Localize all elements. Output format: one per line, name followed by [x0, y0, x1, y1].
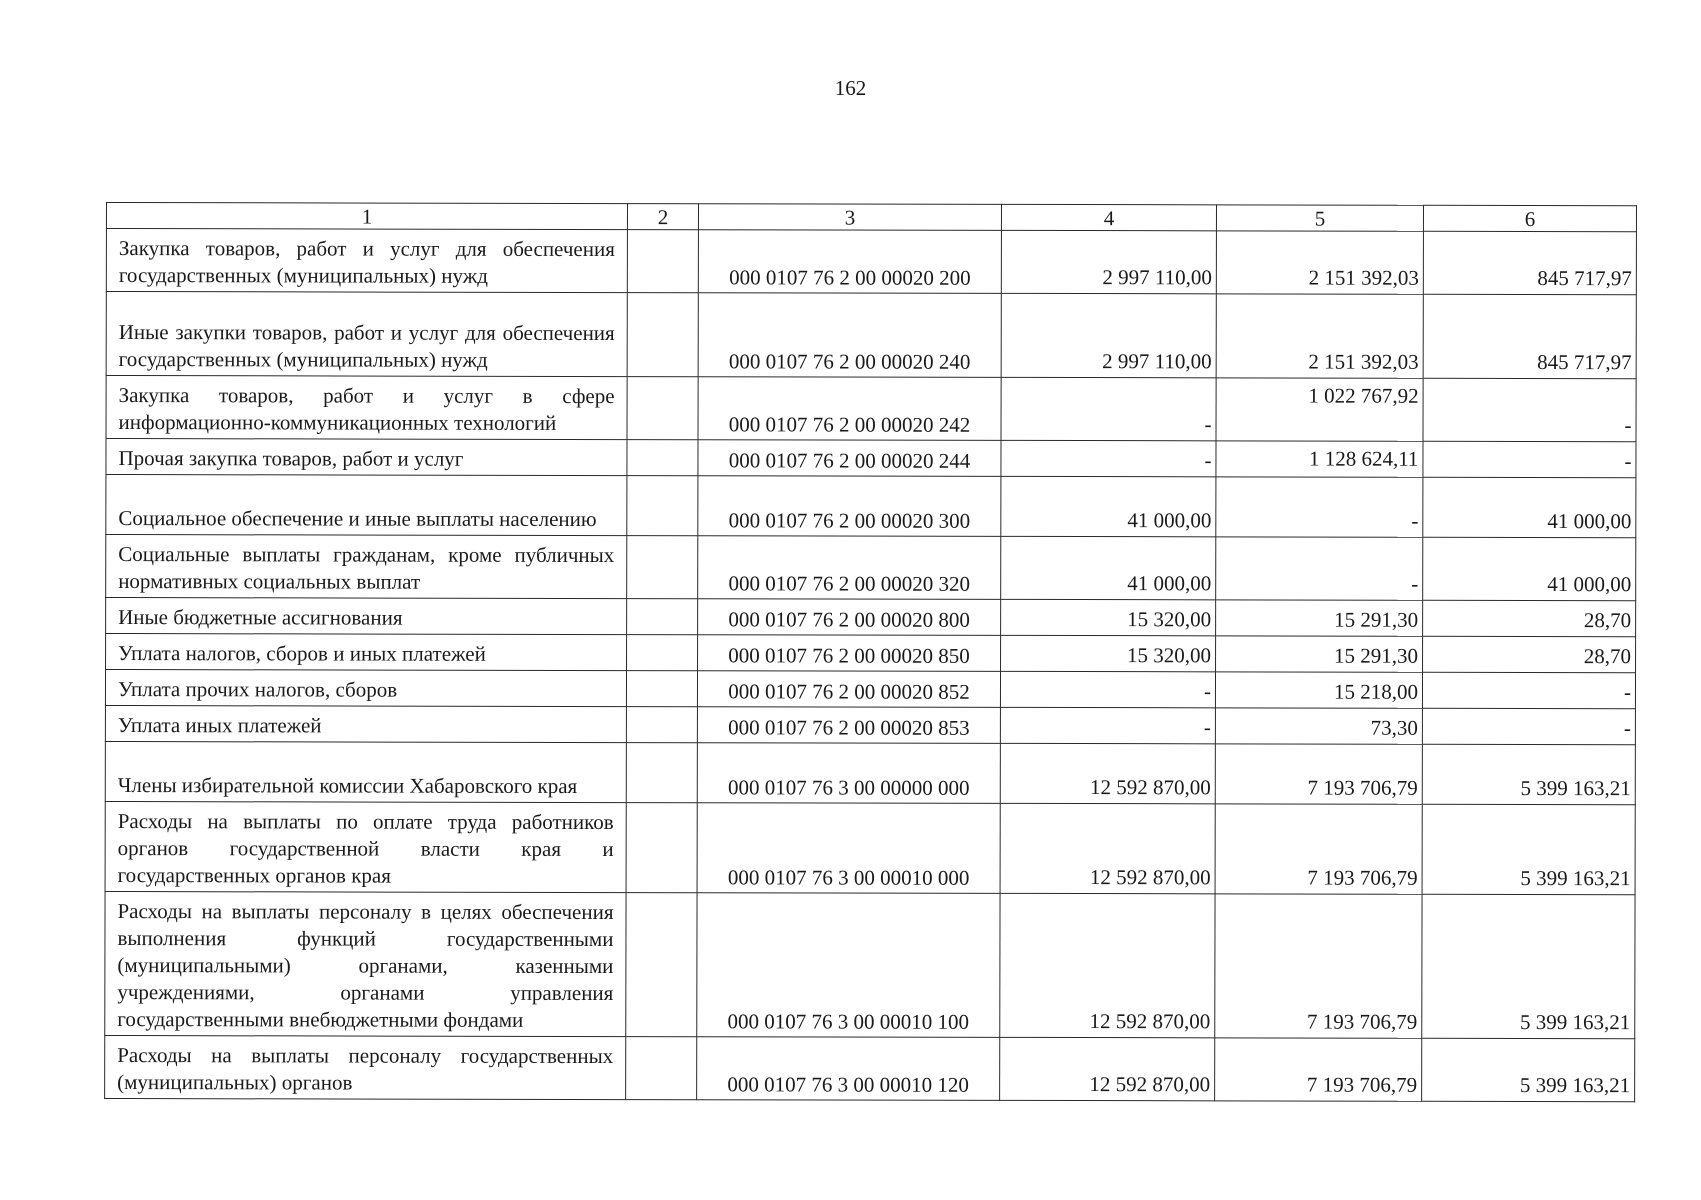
row-col6-value: 28,70 — [1423, 600, 1636, 636]
row-code-cell: 000 0107 76 3 00 00010 120 — [697, 1037, 1000, 1101]
row-col6-value: - — [1423, 378, 1636, 441]
row-name-cell: Закупка товаров, работ и услуг для обеспечения государственных (муниципальных) нужд — [106, 229, 627, 293]
row-col6-value: 5 399 163,21 — [1422, 744, 1635, 804]
row-col4-value: 41 000,00 — [1001, 536, 1216, 599]
row-name-cell: Иные бюджетные ассигнования — [106, 598, 627, 635]
row-col4-value: 15 320,00 — [1001, 635, 1216, 671]
row-name-cell: Члены избирательной комиссии Хабаровского края — [105, 741, 626, 802]
table-row — [105, 891, 1635, 1038]
row-code-cell: 000 0107 76 2 00 00020 200 — [698, 230, 1001, 294]
row-name-cell: Иные закупки товаров, работ и услуг для обеспечения государственных (муниципальных) нужд — [106, 292, 627, 377]
table-row — [105, 741, 1635, 804]
row-col4-value: 15 320,00 — [1001, 599, 1216, 635]
row-col2-cell — [627, 599, 698, 635]
row-col6-value: - — [1422, 672, 1635, 708]
budget-table — [104, 202, 1637, 1102]
row-col2-cell — [626, 1037, 697, 1100]
table-row — [106, 634, 1636, 673]
row-name-cell: Расходы на выплаты персоналу в целях обеспечения выполнения функций государственными (муниципальными) органами, казенными учреждениями, органами управления государственными внебюджетными фондами — [105, 891, 626, 1036]
row-col2-cell — [627, 377, 698, 440]
row-col5-value: 15 291,30 — [1216, 636, 1423, 672]
row-col2-cell — [626, 707, 697, 743]
row-code-cell: 000 0107 76 3 00 00000 000 — [697, 743, 1000, 804]
row-col5-value: 2 151 392,03 — [1216, 294, 1423, 378]
row-col6-value: 845 717,97 — [1423, 294, 1636, 378]
table-row — [106, 598, 1636, 637]
row-col4-value: - — [1001, 377, 1216, 440]
page-number: 162 — [834, 76, 867, 100]
row-col4-value: 41 000,00 — [1001, 476, 1216, 536]
row-name-cell: Расходы на выплаты по оплате труда работников органов государственной власти края и государственных органов края — [105, 801, 626, 892]
row-col5-value: 15 291,30 — [1216, 600, 1423, 636]
row-col4-value: 12 592 870,00 — [1000, 893, 1215, 1037]
table-row — [105, 670, 1635, 709]
row-col4-value: 12 592 870,00 — [1000, 1037, 1215, 1100]
row-code-cell: 000 0107 76 3 00 00010 100 — [697, 893, 1000, 1038]
row-code-cell: 000 0107 76 3 00 00010 000 — [697, 803, 1000, 894]
row-col2-cell — [626, 893, 697, 1037]
row-col4-value: 2 997 110,00 — [1001, 293, 1216, 377]
row-col5-value: - — [1216, 537, 1423, 600]
row-name-cell: Уплата прочих налогов, сборов — [105, 670, 626, 707]
row-col5-value: 7 193 706,79 — [1215, 1038, 1422, 1101]
row-col5-value: 7 193 706,79 — [1215, 894, 1422, 1038]
row-col6-value: 5 399 163,21 — [1422, 894, 1635, 1038]
table-row — [106, 475, 1636, 538]
row-code-cell: 000 0107 76 2 00 00020 244 — [698, 440, 1001, 477]
table-row — [105, 801, 1635, 894]
row-col2-cell — [627, 293, 698, 377]
row-col5-value: 1 022 767,92 — [1216, 378, 1423, 441]
row-col6-value: 41 000,00 — [1423, 477, 1636, 537]
row-col6-value: 41 000,00 — [1423, 537, 1636, 600]
row-name-cell: Закупка товаров, работ и услуг в сфере информационно-коммуникационных технологий — [106, 376, 627, 440]
row-code-cell: 000 0107 76 2 00 00020 800 — [698, 599, 1001, 636]
row-name-cell: Прочая закупка товаров, работ и услуг — [106, 439, 627, 476]
header-col-6: 6 — [1423, 205, 1636, 231]
row-col4-value: - — [1001, 440, 1216, 476]
table-row — [106, 229, 1636, 295]
table-header-row — [106, 203, 1636, 232]
row-code-cell: 000 0107 76 2 00 00020 850 — [698, 635, 1001, 672]
row-col4-value: - — [1000, 707, 1215, 743]
table-row — [105, 705, 1635, 744]
header-col-1: 1 — [106, 203, 627, 230]
row-code-cell: 000 0107 76 2 00 00020 320 — [698, 536, 1001, 600]
row-col5-value: 15 218,00 — [1215, 672, 1422, 708]
row-name-cell: Уплата иных платежей — [105, 705, 626, 742]
row-col5-value: 73,30 — [1215, 708, 1422, 744]
row-col2-cell — [626, 803, 697, 893]
row-name-cell: Уплата налогов, сборов и иных платежей — [106, 634, 627, 671]
table-row — [105, 1035, 1635, 1101]
row-name-cell: Социальные выплаты гражданам, кроме публичных нормативных социальных выплат — [106, 535, 627, 599]
row-code-cell: 000 0107 76 2 00 00020 853 — [697, 707, 1000, 744]
row-col5-value: - — [1216, 477, 1423, 537]
row-col5-value: 2 151 392,03 — [1216, 231, 1423, 294]
table-row — [106, 376, 1636, 442]
row-col2-cell — [626, 671, 697, 707]
row-col2-cell — [627, 476, 698, 536]
row-col2-cell — [627, 635, 698, 671]
row-code-cell: 000 0107 76 2 00 00020 300 — [698, 476, 1001, 537]
row-col6-value: 5 399 163,21 — [1422, 804, 1635, 894]
row-col5-value: 7 193 706,79 — [1215, 744, 1422, 804]
row-code-cell: 000 0107 76 2 00 00020 242 — [698, 377, 1001, 441]
row-col4-value: 12 592 870,00 — [1000, 803, 1215, 893]
table-row — [106, 535, 1636, 601]
row-code-cell: 000 0107 76 2 00 00020 240 — [698, 293, 1001, 378]
budget-table-wrapper — [104, 202, 1637, 1102]
header-col-2: 2 — [627, 204, 698, 230]
row-name-cell: Социальное обеспечение и иные выплаты населению — [106, 475, 627, 536]
row-col6-value: 28,70 — [1423, 636, 1636, 672]
row-name-cell: Расходы на выплаты персоналу государственных (муниципальных) органов — [105, 1035, 626, 1099]
table-row — [106, 292, 1636, 379]
row-col2-cell — [626, 743, 697, 803]
row-code-cell: 000 0107 76 2 00 00020 852 — [697, 671, 1000, 708]
row-col6-value: 5 399 163,21 — [1422, 1038, 1635, 1101]
row-col6-value: - — [1422, 708, 1635, 744]
header-col-5: 5 — [1216, 205, 1423, 231]
row-col5-value: 1 128 624,11 — [1216, 441, 1423, 477]
row-col2-cell — [627, 536, 698, 599]
header-col-4: 4 — [1001, 204, 1216, 230]
row-col6-value: - — [1423, 441, 1636, 477]
row-col2-cell — [627, 440, 698, 476]
row-col2-cell — [627, 230, 698, 293]
row-col4-value: 12 592 870,00 — [1000, 743, 1215, 803]
row-col4-value: 2 997 110,00 — [1001, 230, 1216, 293]
row-col5-value: 7 193 706,79 — [1215, 804, 1422, 894]
table-row — [106, 439, 1636, 478]
row-col4-value: - — [1000, 671, 1215, 707]
header-col-3: 3 — [698, 204, 1001, 231]
row-col6-value: 845 717,97 — [1423, 231, 1636, 294]
